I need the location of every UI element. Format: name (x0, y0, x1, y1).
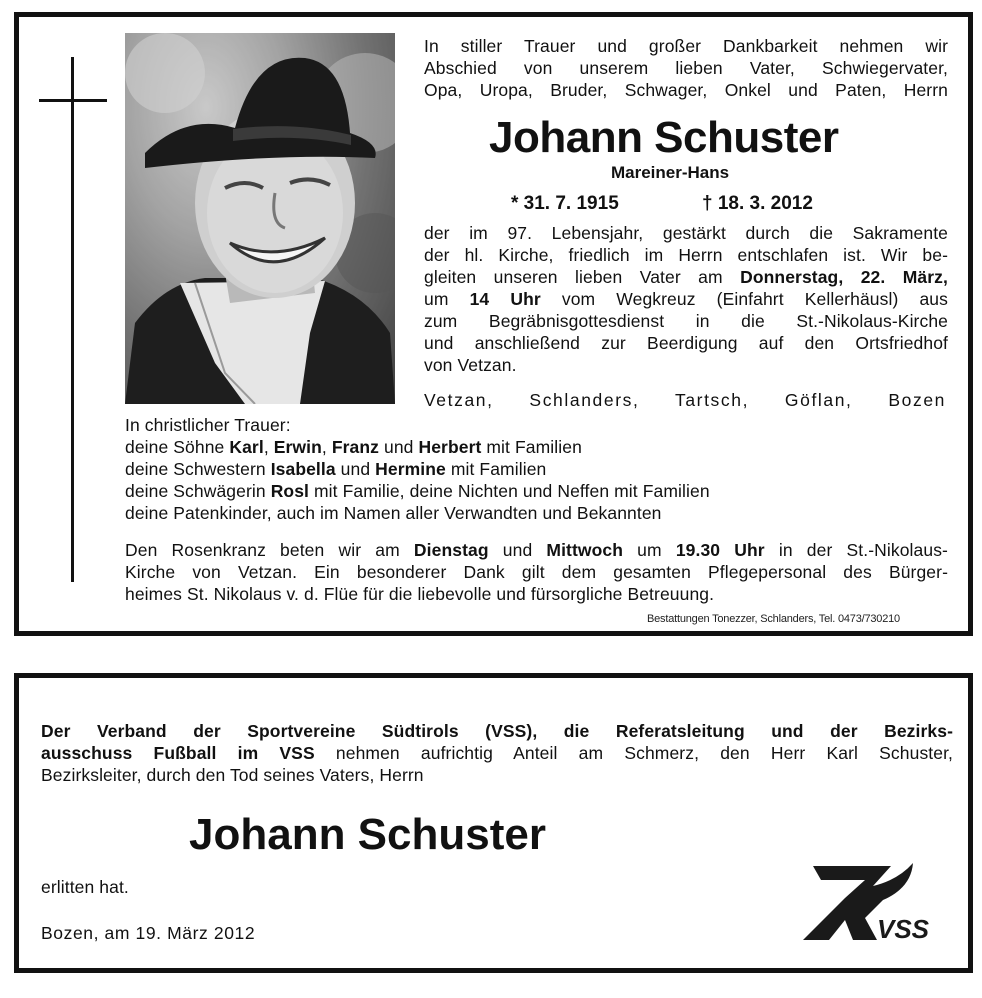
portrait-photo (125, 33, 395, 404)
condolence-text (41, 720, 953, 786)
intro-line-1: In stiller Trauer und großer Dankbarkeit nehmen wir (424, 36, 948, 56)
body-line-2: der hl. Kirche, friedlich im Herrn entschlafen ist. Wir be- (424, 245, 948, 265)
intro-line-3: Opa, Uropa, Bruder, Schwager, Onkel und Paten, Herrn (424, 80, 948, 100)
condolence-deceased-name: Johann Schuster (189, 810, 546, 859)
condolence-closing: erlitten hat. (41, 877, 129, 897)
mourners-sons: deine Söhne Karl, Erwin, Franz und Herbert mit Familien (125, 437, 582, 457)
body-line-3: gleiten unseren lieben Vater am Donnerstag, 22. März, (424, 267, 948, 287)
condolence-notice (14, 673, 973, 973)
cross-icon (71, 57, 74, 582)
mourners-godchildren: deine Patenkinder, auch im Namen aller Verwandten und Bekannten (125, 503, 662, 523)
funeral-home-credit: Bestattungen Tonezzer, Schlanders, Tel. 0473/730210 (647, 613, 900, 625)
deceased-name: Johann Schuster (489, 113, 839, 162)
body-line-5: zum Begräbnisgottesdienst in die St.-Nikolaus-Kirche (424, 311, 948, 331)
body-line-6: und anschließend zur Beerdigung auf den Ortsfriedhof (424, 333, 948, 353)
condolence-line-2: ausschuss Fußball im VSS nehmen aufrichtig Anteil am Schmerz, den Herr Karl Schuster, (41, 743, 954, 763)
mourners-sister-in-law: deine Schwägerin Rosl mit Familie, deine Nichten und Neffen mit Familien (125, 481, 710, 501)
death-notice (14, 12, 973, 636)
cross-bar (39, 99, 107, 102)
places-line: Vetzan, Schlanders, Tartsch, Göflan, Bozen (424, 390, 946, 410)
body-line-4: um 14 Uhr vom Wegkreuz (Einfahrt Kellerhäusl) aus (424, 289, 948, 309)
death-date: † 18. 3. 2012 (702, 193, 813, 214)
body-line-7: von Vetzan. (424, 355, 517, 375)
vss-logo (803, 858, 953, 943)
rosary-line-2: Kirche von Vetzan. Ein besonderer Dank gilt dem gesamten Pflegepersonal des Bürger- (125, 562, 948, 582)
birth-date: * 31. 7. 1915 (511, 193, 619, 214)
mourning-intro: In christlicher Trauer: (125, 415, 291, 435)
notice-body (424, 222, 948, 376)
rosary-text (125, 539, 948, 605)
body-line-1: der im 97. Lebensjahr, gestärkt durch die Sakramente (424, 223, 948, 243)
place-date: Bozen, am 19. März 2012 (41, 923, 256, 943)
deceased-alias: Mareiner-Hans (611, 163, 730, 182)
condolence-line-3: Bezirksleiter, durch den Tod seines Vaters, Herrn (41, 765, 424, 785)
intro-line-2: Abschied von unserem lieben Vater, Schwiegervater, (424, 58, 948, 78)
intro-line (424, 35, 948, 101)
rosary-line-1: Den Rosenkranz beten wir am Dienstag und Mittwoch um 19.30 Uhr in der St.-Nikolaus- (125, 540, 948, 560)
condolence-line-1: Der Verband der Sportvereine Südtirols (VSS), die Referatsleitung und der Bezirks- (41, 721, 953, 741)
mourners-sisters: deine Schwestern Isabella und Hermine mit Familien (125, 459, 547, 479)
vss-logo-text: VSS (877, 914, 930, 943)
rosary-line-3: heimes St. Nikolaus v. d. Flüe für die liebevolle und fürsorgliche Betreuung. (125, 584, 715, 604)
mourners-list (125, 414, 710, 524)
